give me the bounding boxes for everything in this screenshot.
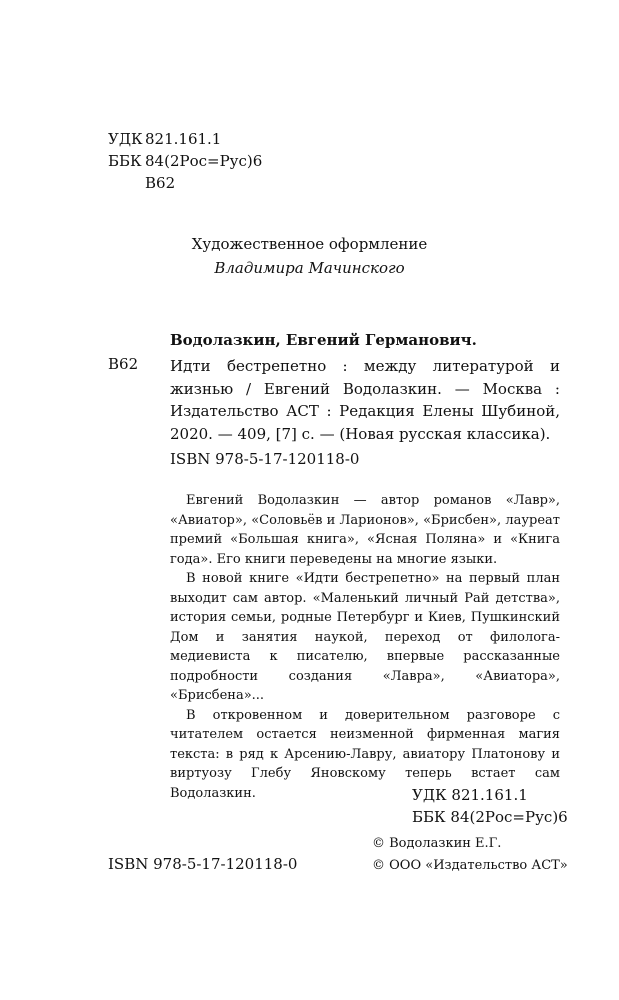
udk-label: УДК (108, 130, 143, 148)
copyright-author: © Водолазкин Е.Г. (372, 836, 502, 851)
isbn-main: ISBN 978-5-17-120118-0 (170, 450, 360, 468)
art-design-credit (0, 232, 619, 280)
author-heading: Водолазкин, Евгений Германович. (170, 331, 477, 349)
annotation (170, 491, 560, 803)
bibliographic-description: Идти бестрепетно : между литературой и жизнью / Евгений Водолазкин. — Москва : Издательство АСТ : Редакция Елены Шубиной, 2020. — 409, [7] с. — (Новая русская классика). (170, 357, 560, 443)
art-design-label: Художественное оформление (191, 235, 428, 253)
footer-classification (412, 784, 568, 828)
bibliographic-author-mark: В62 (108, 355, 139, 373)
art-designer-name: Владимира Мачинского (214, 259, 405, 277)
bbk-label: ББК (108, 152, 142, 170)
annotation-paragraph: Евгений Водолазкин — автор романов «Лавр», «Авиатор», «Соловьёв и Ларионов», «Брисбен», лауреат премий «Большая книга», «Ясная Поляна» и «Книга года». Его книги переведены на многие языки. (170, 493, 560, 567)
bbk-value: 84(2Рос=Рус)6 (145, 152, 263, 170)
bbk-row (108, 150, 262, 172)
udk-row (108, 128, 262, 150)
copyright-block (372, 833, 568, 877)
classification-block (108, 128, 262, 194)
udk-value: 821.161.1 (145, 130, 222, 148)
footer-bbk: ББК 84(2Рос=Рус)6 (412, 808, 568, 826)
isbn-footer: ISBN 978-5-17-120118-0 (108, 855, 298, 873)
annotation-paragraph: В новой книге «Идти бестрепетно» на первый план выходит сам автор. «Маленький личный Рай детства», история семьи, родные Петербург и Киев, Пушкинский Дом и занятия наукой, переход от филолога-медиевиста к писателю, впервые рассказанные подробности создания «Лавра», «Авиатора», «Брисбена»... (170, 571, 560, 703)
author-mark: В62 (145, 174, 176, 192)
footer-udk: УДК 821.161.1 (412, 786, 528, 804)
annotation-paragraph: В откровенном и доверительном разговоре с читателем остается неизменной фирменная магия текста: в ряд к Арсению-Лавру, авиатору Платонову и виртуозу Глебу Яновскому теперь встает сам Водолазкин. (170, 707, 560, 801)
copyright-publisher: © ООО «Издательство АСТ» (372, 858, 568, 873)
